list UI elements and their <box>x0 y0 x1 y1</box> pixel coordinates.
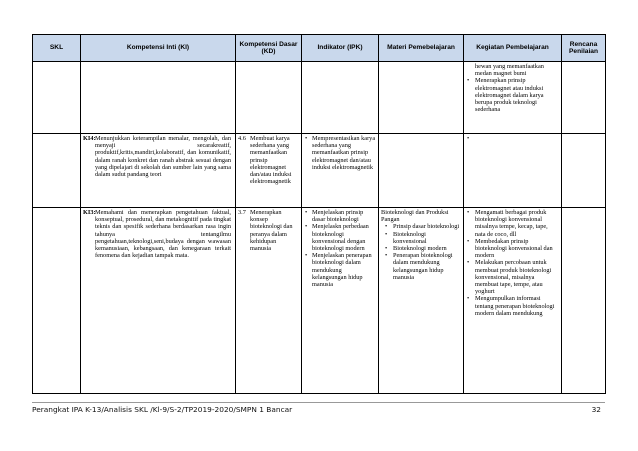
cell-kd <box>236 62 302 134</box>
cell-kegiatan <box>464 208 562 394</box>
cell-ki <box>81 134 236 208</box>
list-item: • Bioteknologi modern <box>384 245 461 252</box>
cell-materi <box>379 62 464 134</box>
kd-code: 3.7 <box>238 209 246 216</box>
ipk-list <box>304 135 376 171</box>
kd-text: Membuat karya sederhana yang memanfaatkan prinsip elektromagnet dan/atau induksi elektromagnetik <box>250 135 292 186</box>
header-ki: Kompetensi Inti (KI) <box>81 35 236 62</box>
list-item: • Menjelaskn perbedaan bioteknologi konvensional dengan bioteknologi modern <box>304 223 376 252</box>
list-item: • Menjelaskan penerapan bioteknologi dalam mendukung kelangsungan hidup manusia <box>304 252 376 288</box>
footer-text: Perangkat IPA K-13/Analisis SKL /Kl-9/S-2/TP2019-2020/SMPN 1 Bancar <box>32 405 293 414</box>
kd-text: Menerapkan konsep bioteknologi dan peranya dalam kehidupan manusia <box>250 209 293 253</box>
list-item: • Membedakan prinsip bioteknologi konvensional dan modern <box>466 238 559 260</box>
kegiatan-list <box>466 77 559 113</box>
list-item: • Mengumpulkan informasi tentang penerapan bioteknologi modern dalam mendukung <box>466 295 559 317</box>
list-item: • Menjelaskan prinsip dasar bioteknologi <box>304 209 376 223</box>
cell-kegiatan <box>464 134 562 208</box>
ki-text: Memahami dan menerapkan pengetahuan faktual, konseptual, prosedural, dan metakognitif pada tingkat teknis dan spesifik sederhana berdasarkan rasa ingin tahunya tentangilmu pengetahuan,teknologi,seni,budaya dengan wawasan kemanusiaan, kebangsaan, dan kenegaraan terkait fenomena dan kejadian tampak mata. <box>95 209 231 260</box>
cell-materi <box>379 208 464 394</box>
table-row <box>33 208 606 394</box>
empty-bullet <box>466 135 559 142</box>
ipk-list <box>304 209 376 288</box>
header-rencana: Rencana Penilaian <box>562 35 606 62</box>
cell-skl <box>33 134 81 208</box>
cell-ipk <box>302 134 379 208</box>
cell-kd <box>236 208 302 394</box>
ki-text: Menunjukkan keterampilan menalar, mengolah, dan menyaji secarakreatif, produktif,kritis,mandiri,kolaboratif, dan komunikatif, dalam ranah konkret dan ranah abstrak sesuai dengan yang dipelajari di sekolah dan sumber lain yang sama dalam sudut pandang teori <box>95 135 231 179</box>
cell-rencana <box>562 134 606 208</box>
learning-analysis-table <box>32 34 606 394</box>
ki-code: KI4: <box>83 135 96 142</box>
list-item: • Menerapkan prinsip elektromagnet atau induksi elektromagnet dalam karya berupa produk teknologi sederhana <box>466 77 559 113</box>
list-item: • Mempresentasikan karya sederhana yang memanfaatkan prinsip elektromagnet dan/atau induksi elektromagnetik <box>304 135 376 171</box>
header-ipk: Indikator (IPK) <box>302 35 379 62</box>
cell-rencana <box>562 208 606 394</box>
table-header-row <box>33 35 606 62</box>
cell-kegiatan <box>464 62 562 134</box>
table-row <box>33 134 606 208</box>
materi-title: Bioteknologi dan Produksi Pangan <box>381 209 449 224</box>
kegiatan-list <box>466 209 559 317</box>
header-kegiatan: Kegiatan Pembelajaran <box>464 35 562 62</box>
cell-kd <box>236 134 302 208</box>
cell-ipk <box>302 208 379 394</box>
ki-code: KI3: <box>83 209 96 216</box>
kegiatan-list <box>466 135 559 142</box>
materi-list <box>381 223 461 281</box>
cell-skl <box>33 62 81 134</box>
cell-ki <box>81 208 236 394</box>
list-item: • Melakukan percobaan untuk membuat produk bioteknologi konvensional, misalnya membuat tape, tempe, atau yoghurt <box>466 259 559 295</box>
header-materi: Materi Pemebelajaran <box>379 35 464 62</box>
cell-materi <box>379 134 464 208</box>
table-row <box>33 62 606 134</box>
header-skl: SKL <box>33 35 81 62</box>
header-kd: Kompetensi Dasar (KD) <box>236 35 302 62</box>
list-item: • Bioteknologi konvensional <box>384 231 461 245</box>
list-item: • Prinsip dasar bioteknologi <box>384 223 461 230</box>
list-item: • Penerapan bioteknologi dalam mendukung kelangsungan hidup manusia <box>384 252 461 281</box>
page-footer <box>32 405 605 414</box>
kegiatan-continuation: hewan yang memanfaatkan medan magnet bumi <box>475 63 544 78</box>
page-number: 32 <box>591 405 601 414</box>
cell-skl <box>33 208 81 394</box>
cell-ki <box>81 62 236 134</box>
cell-rencana <box>562 62 606 134</box>
list-item: • Mengamati berbagai produk bioteknologi konvensional misalnya tempe, kecap, tape, nata de coco, dll <box>466 209 559 238</box>
footer-divider <box>32 402 605 403</box>
kd-code: 4.6 <box>238 135 246 142</box>
cell-ipk <box>302 62 379 134</box>
